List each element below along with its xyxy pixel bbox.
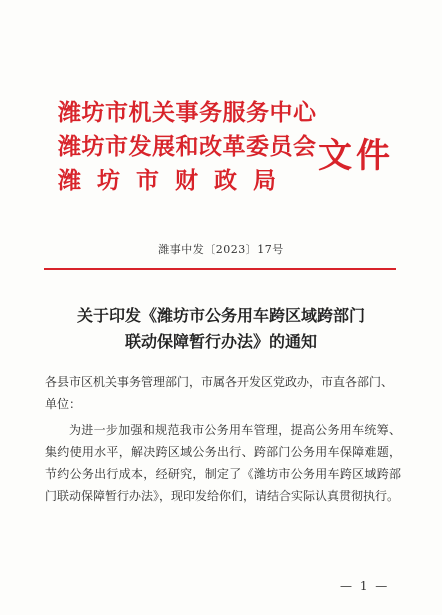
addressee: 各县市区机关事务管理部门，市属各开发区党政办，市直各部门、单位： — [45, 375, 394, 411]
issuer-list — [58, 96, 318, 198]
document-title — [40, 303, 402, 355]
document-number: 潍事中发〔2023〕17号 — [158, 243, 284, 256]
issuer-name-2: 潍坊市发展和改革委员会 — [58, 133, 317, 160]
red-divider-line — [44, 268, 396, 270]
body-paragraph: 为进一步加强和规范我市公务用车管理，提高公务用车统筹、集约使用水平，解决跨区域公务出行、跨部门公务用车保障难题，节约公务出行成本，经研究，制定了《潍坊市公务用车跨区域跨部门联动保障暂行办法》，现印发给你们，请结合实际认真贯彻执行。 — [45, 423, 401, 503]
file-label: 文件 — [318, 136, 394, 176]
page-number: — 1 — — [340, 579, 390, 593]
issuer-name-1: 潍坊市机关事务服务中心 — [58, 99, 317, 126]
document-body — [45, 371, 401, 507]
issuer-name-3: 潍坊市财政局 — [58, 167, 292, 194]
title-line-1: 关于印发《潍坊市公务用车跨区域跨部门 — [76, 306, 365, 325]
title-line-2: 联动保障暂行办法》的通知 — [124, 332, 317, 351]
